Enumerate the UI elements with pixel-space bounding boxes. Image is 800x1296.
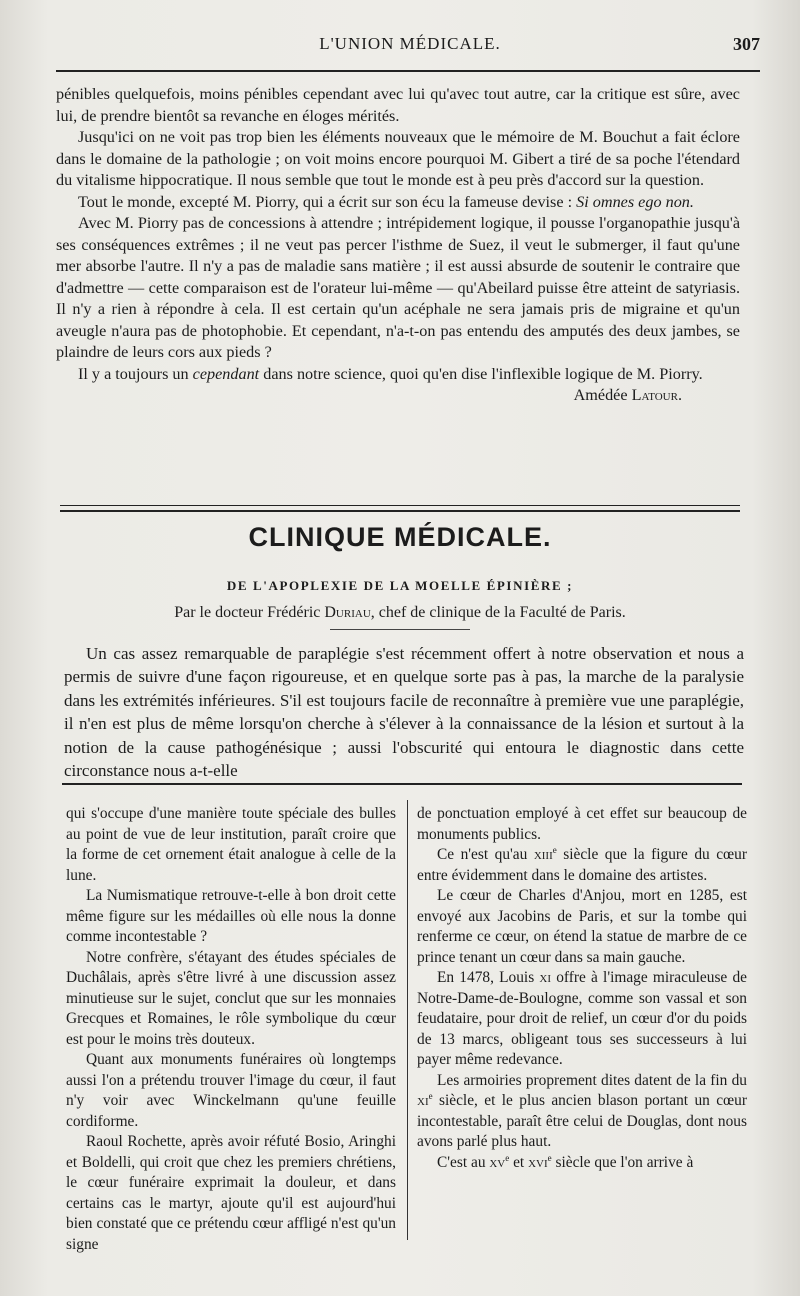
- paragraph-text: Ce n'est qu'au: [437, 846, 534, 863]
- section-title: CLINIQUE MÉDICALE.: [248, 522, 552, 552]
- section-rule: [60, 510, 740, 512]
- feuilleton-left-column: [66, 804, 396, 1255]
- paragraph: [56, 364, 740, 386]
- section-rule: [60, 505, 740, 506]
- paragraph: [417, 845, 747, 886]
- paragraph-text: Tout le monde, excepté M. Piorry, qui a écrit sur son écu la fameuse devise :: [78, 192, 577, 211]
- paragraph: qui s'occupe d'une manière toute spéciale des bulles au point de vue de leur institution, paraît croire que la forme de cet ornement était analogue à celle de la lune.: [66, 805, 396, 884]
- ordinal-suffix: e: [552, 844, 557, 855]
- century-numeral: xvi: [528, 1153, 548, 1171]
- regnal-numeral: xi: [539, 969, 551, 986]
- paragraph: Un cas assez remarquable de paraplégie s'est récemment offert à notre observation et nous a permis de suivre d'une façon rigoureuse, et en quelque sorte pas à pas, la marche de la paralysie dans les extrémités inférieures. S'il est toujours facile de reconnaître à première vue une paraplégie, il n'en est plus de même lorsqu'on cherche à s'élever à la connaissance de la lésion et surtout à la notion de la cause pathogénésique ; aussi l'obscurité qui entoura le diagnostic dans cette circonstance nous a-t-elle: [64, 644, 744, 781]
- paragraph: Le cœur de Charles d'Anjou, mort en 1285, est envoyé aux Jacobins de Paris, et sur la tombe qui renferme ce cœur, on étend la statue de marbre de ce prince tenant un cœur dans sa main gauche.: [417, 887, 747, 966]
- paragraph: Notre confrère, s'étayant des études spéciales de Duchâlais, après s'être livré à une discussion assez minutieuse sur le sujet, conclut que sur les monnaies Grecques et Romaines, le rôle symbolique du cœur est pour le moins très douteux.: [66, 948, 396, 1048]
- paragraph-text: Les armoiries proprement dites datent de la fin du: [437, 1071, 747, 1089]
- column-divider: [407, 800, 408, 1240]
- header-rule: [56, 70, 760, 72]
- running-head: [56, 34, 764, 58]
- byline: [0, 604, 800, 622]
- paragraph-text: siècle, et le plus ancien blason portant un cœur incontestable, paraît être celui de Douglas, dont nous avons parlé plus haut.: [417, 1092, 747, 1150]
- byline-text: , chef de clinique de la Faculté de Paris.: [370, 604, 626, 621]
- paragraph: [417, 1071, 747, 1153]
- feuilleton-right-column: [417, 804, 747, 1173]
- article-intro: [64, 642, 744, 782]
- page-number: 307: [733, 34, 760, 54]
- paragraph-text: Il y a toujours un: [78, 364, 193, 383]
- paragraph-text: offre à l'image miraculeuse de Notre-Dame-de-Boulogne, comme son vassal et son feudataire, pour droit de relief, un cœur d'or du poids de 13 marcs, obligeant tous ses successeurs à lui payer même redevance.: [417, 969, 747, 1068]
- paragraph: [417, 1153, 747, 1174]
- byline-text: Par le docteur Frédéric: [174, 604, 321, 621]
- paragraph: pénibles quelquefois, moins pénibles cependant avec lui qu'avec tout autre, car la critique est sûre, avec lui, de prendre bientôt sa revanche en éloges mérités.: [56, 85, 740, 125]
- feuilleton-rule: [62, 783, 742, 785]
- paragraph-text: En 1478, Louis: [437, 969, 540, 986]
- paragraph: Quant aux monuments funéraires où longtemps aussi l'on a prétendu trouver l'image du cœur, il faut n'y voir avec Winckelmann qu'une feuille cordiforme.: [66, 1051, 396, 1130]
- title-rule: [330, 629, 470, 630]
- author-name: Duriau: [324, 604, 371, 621]
- paragraph-text: siècle que la figure du cœur entre évidemment dans le domaine des artistes.: [417, 846, 747, 884]
- paragraph-text: et: [509, 1153, 529, 1171]
- century-numeral: xv: [489, 1153, 506, 1171]
- paragraph-text: C'est au: [437, 1153, 490, 1171]
- ordinal-suffix: e: [547, 1152, 552, 1163]
- paragraph: Avec M. Piorry pas de concessions à attendre ; intrépidement logique, il pousse l'organopathie jusqu'à ses conséquences extrêmes ; il ne veut pas percer l'isthme de Suez, il veut le submerger, il faut qu'une mer absorbe l'autre. Il n'y a pas de maladie sans matière ; il est aussi absurde de soutenir le contraire que d'admettre — cette comparaison est de l'orateur lui-même — qu'Abeilard puisse être atteint de satyriasis. Il n'y a rien à répondre à cela. Il est certain qu'un acéphale ne sera jamais pris de migraine et qu'un aveugle n'aura pas de photophobie. Et cependant, n'a-t-on pas entendu des amputés des deux jambes, se plaindre de leurs cors aux pieds ?: [56, 214, 740, 361]
- paragraph: [417, 968, 747, 1071]
- latin-motto: Si omnes ego non.: [576, 192, 694, 211]
- running-title: L'UNION MÉDICALE.: [319, 34, 501, 53]
- emphasis: cependant: [192, 364, 260, 383]
- signature-last-name: Latour.: [631, 386, 682, 404]
- article-title: DE L'APOPLEXIE DE LA MOELLE ÉPINIÈRE ;: [226, 578, 574, 593]
- previous-article-ending: [56, 84, 740, 407]
- century-numeral: xiii: [533, 846, 553, 863]
- paragraph-text: dans notre science, quoi qu'en dise l'inflexible logique de M. Piorry.: [259, 364, 703, 383]
- paragraph-text: siècle que l'on arrive à: [551, 1153, 694, 1171]
- paragraph: Jusqu'ici on ne voit pas trop bien les éléments nouveaux que le mémoire de M. Bouchut a fait éclore dans le domaine de la pathologie ; on voit moins encore pourquoi M. Gibert a tiré de sa poche l'étendard du vitalisme hippocratique. Il nous semble que tout le monde est à peu près d'accord sur la question.: [56, 128, 740, 189]
- paragraph: Raoul Rochette, après avoir réfuté Bosio, Aringhi et Boldelli, qui croit que chez les premiers chrétiens, le cœur funéraire exprimait la douleur, et dans certains cas le martyr, ajoute qu'il est aujourd'hui bien constaté que ce prétendu cœur affligé n'est qu'un signe: [66, 1133, 396, 1253]
- paragraph: La Numismatique retrouve-t-elle à bon droit cette même figure sur les médailles où elle nous la donne comme incontestable ?: [66, 887, 396, 945]
- ordinal-suffix: e: [505, 1152, 510, 1163]
- signature-first-name: Amédée: [573, 386, 628, 404]
- author-signature: [56, 385, 682, 407]
- paragraph: [56, 192, 740, 214]
- paragraph: de ponctuation employé à cet effet sur beaucoup de monuments publics.: [417, 805, 747, 843]
- century-numeral: xi: [417, 1092, 429, 1109]
- ordinal-suffix: e: [428, 1090, 433, 1101]
